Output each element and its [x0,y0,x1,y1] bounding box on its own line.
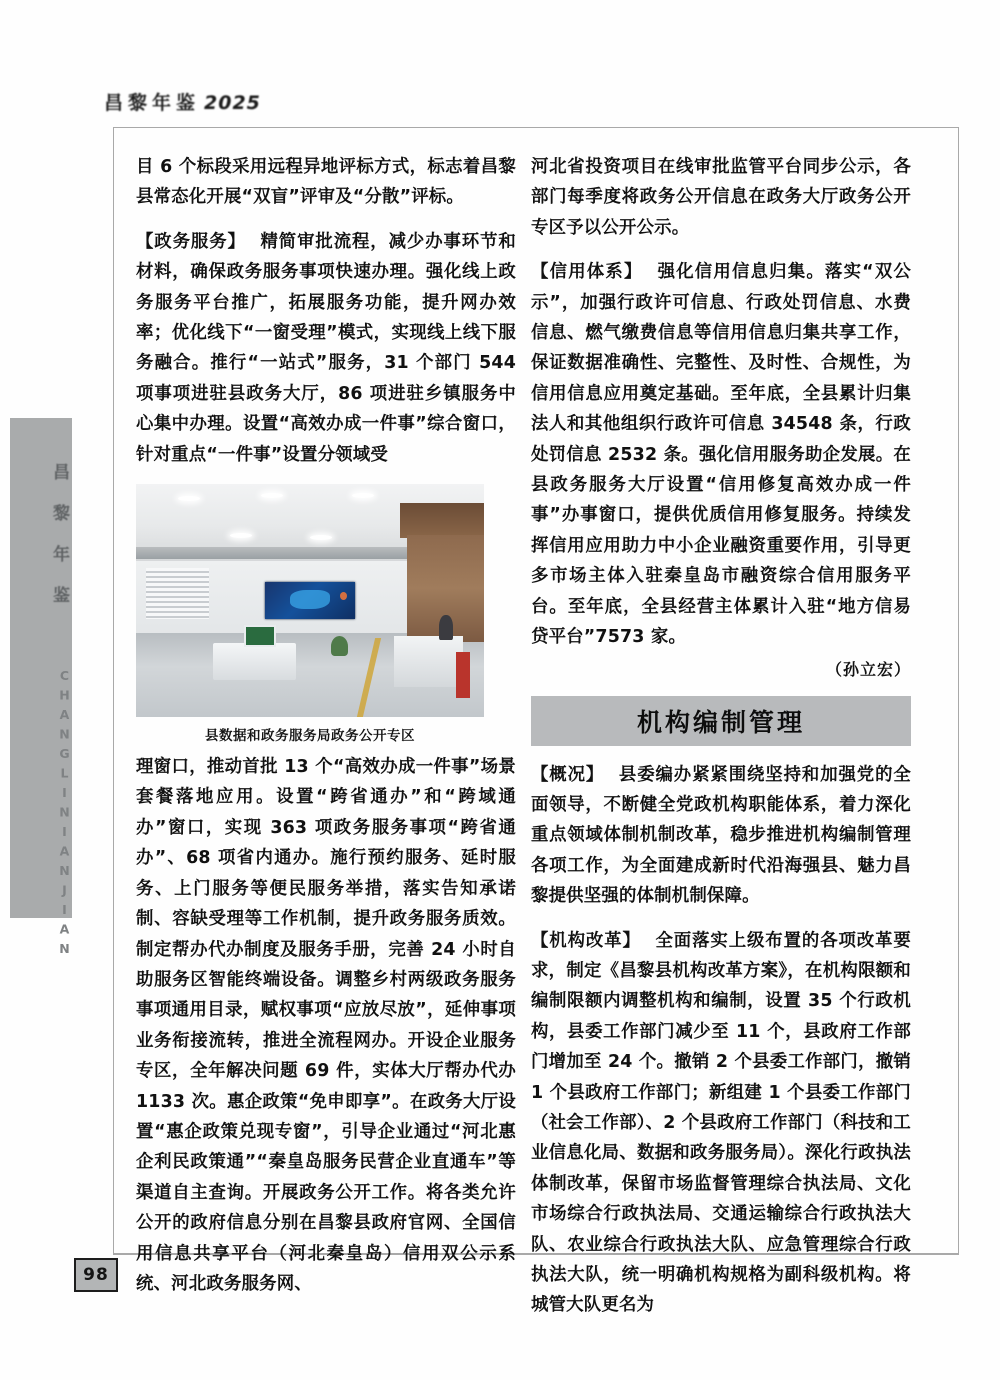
byline-author: （孙立宏） [825,659,911,679]
running-head-title: 昌黎年鉴 [104,92,201,114]
figure [136,484,484,744]
sidebar-chinese-label: 昌黎年鉴 [49,463,69,627]
paragraph-lead-label: 【机构改革】 [531,930,641,951]
figure-caption: 县数据和政务服务局政务公开专区 [205,728,415,745]
paragraph-body: 县委编办紧紧围绕坚持和加强党的全面领导，不断健全党政机构职能体系，着力深化重点领域体制机制改革，稳步推进机构编制管理各项工作，为全面建成新时代沿海强县、魅力昌黎提供坚强的体制机制保障。 [531,764,911,907]
section-heading-label: 机构编制管理 [636,707,805,737]
sidebar-tab [10,418,72,961]
running-head [104,88,261,115]
running-head-year: 2025 [204,92,261,114]
paragraph-body: 强化信用信息归集。落实“双公示”，加强行政许可信息、行政处罚信息、水费信息、燃气缴费信息等信用信息归集共享工作，保证数据准确性、完整性、及时性、合规性，为信用信息应用奠定基础。至年底，全县累计归集法人和其他组织行政许可信息 34548 条，行政处罚信息 2532 条。强化信用服务助企发展。在县政务服务大厅设置“信用修复高效办成一件事”办事窗口，提供优质信用修复服务。持续发挥信用应用助力中小企业融资重要作用，引导更多市场主体入驻秦皇岛市融资综合信用服务平台。至年底，全县经营主体累计入驻“地方信易贷平台”7573 家。 [531,262,912,648]
photo-service-hall [136,484,484,717]
paragraph-government-services [136,227,516,470]
paragraph-lead-label: 【信用体系】 [531,262,643,283]
paragraph-lead-label: 【政务服务】 [136,231,246,252]
paragraph-continued-right: 河北省投资项目在线审批监管平台同步公示，各部门每季度将政务公开信息在政务大厅政务公开专区予以公开公示。 [531,157,911,238]
paragraph-institutional-reform [531,926,911,1321]
section-heading-band [531,696,911,746]
left-column [136,152,516,1313]
page-number: 98 [74,1258,118,1292]
right-column [531,152,911,1335]
paragraph-credit-system [531,257,911,652]
paragraph-body: 精简审批流程，减少办事环节和材料，确保政务服务事项快速办理。强化线上政务服务平台推广，拓展服务功能，提升网办效率；优化线下“一窗受理”模式，实现线上线下服务融合。推行“一站式”服务，31 个部门 544 项事项进驻县政务大厅，86 项进驻乡镇服务中心集中办理。设置“高效办成一件事”综合窗口，针对重点“一件事”设置分领域受 [136,231,516,465]
paragraph-after-figure: 理窗口，推动首批 13 个“高效办成一件事”场景套餐落地应用。设置“跨省通办”和“跨域通办”窗口，实现 363 项政务服务事项“跨省通办”、68 项省内通办。施行预约服务、延时服务、上门服务等便民服务举措，落实告知承诺制、容缺受理等工作机制，提升政务服务质效。制定帮办代办制度及服务手册，完善 24 小时自助服务区智能终端设备。调整乡村两级政务服务事项通用目录，赋权事项“应放尽放”，延伸事项业务衔接流转，推进全流程网办。开设企业服务专区，全年解决问题 69 件，实体大厅帮办代办 1133 次。惠企政策“免申即享”。在政务大厅设置“惠企政策兑现专窗”，引导企业通过“河北惠企利民政策通”“秦皇岛服务民营企业直通车”等渠道自主查询。开展政务公开工作。将各类允许公开的政府信息分别在昌黎县政府官网、全国信用信息共享平台（河北秦皇岛）信用双公示系统、河北政务服务网、 [136,757,516,1294]
paragraph-body: 全面落实上级布置的各项改革要求，制定《昌黎县机构改革方案》，在机构限额和编制限额内调整机构和编制，设置 35 个行政机构，县委工作部门减少至 11 个，县政府工作部门增加至 24 个。撤销 2 个县委工作部门，撤销 1 个县政府工作部门；新组建 1 个县委工作部门（社会工作部）、2 个县政府工作部门（科技和工业信息化局、数据和政务服务局）。深化行政执法体制改革，保留市场监督管理综合执法局、文化市场综合行政执法局、交通运输综合行政执法大队、农业综合行政执法大队、应急管理综合行政执法大队，统一明确机构规格为副科级机构。将城管大队更名为 [531,930,911,1316]
paragraph-continued: 目 6 个标段采用远程异地评标方式，标志着昌黎县常态化开展“双盲”评审及“分散”评标。 [136,157,516,208]
paragraph-overview [531,760,911,912]
sidebar-pinyin-label: CHANGLINIANJIAN [57,668,72,961]
paragraph-lead-label: 【概况】 [531,764,605,785]
